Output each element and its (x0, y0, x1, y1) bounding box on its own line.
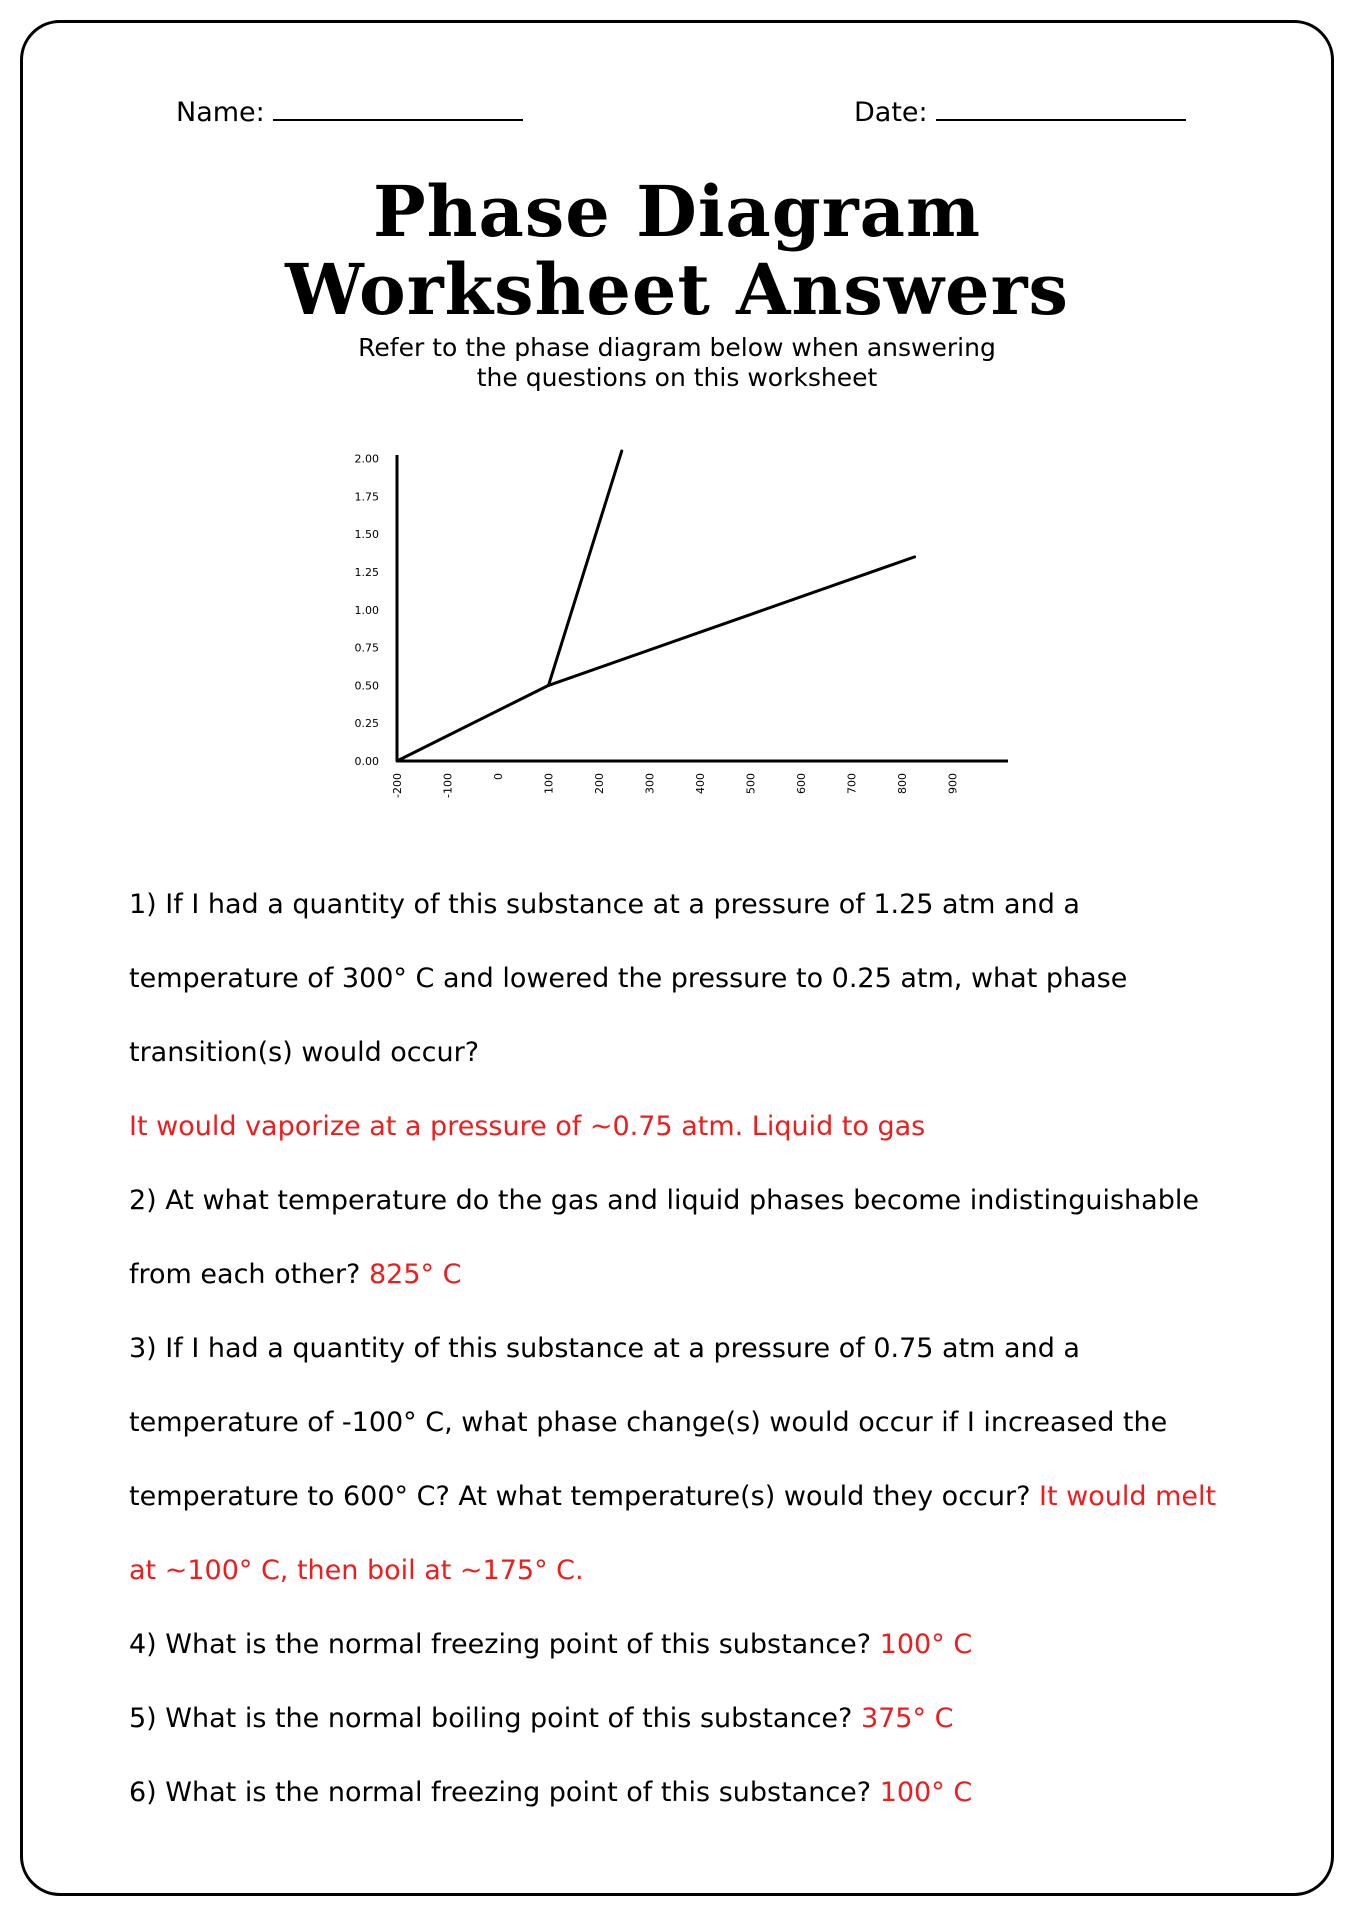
instructions-line-2: the questions on this worksheet (476, 363, 878, 392)
x-tick-label: 800 (896, 773, 909, 794)
x-tick-label: 700 (845, 773, 859, 794)
name-label: Name: (176, 97, 265, 128)
y-tick-label: 0.50 (354, 679, 379, 693)
x-tick-label: -100 (441, 773, 455, 798)
answer-2: 825° C (368, 1259, 462, 1290)
answer-5: 375° C (860, 1703, 954, 1734)
x-tick-label: 300 (643, 773, 657, 794)
question-1-line-2: temperature of 300° C and lowered the pressure to 0.25 atm, what phase (129, 963, 1128, 994)
y-tick-label: 1.25 (354, 566, 379, 579)
x-tick-label: 500 (744, 773, 758, 794)
phase-diagram-chart (323, 441, 1043, 841)
y-tick-label: 1.50 (354, 528, 379, 542)
date-field (854, 93, 1186, 128)
answer-1: It would vaporize at a pressure of ~0.75 atm. Liquid to gas (129, 1111, 926, 1142)
answer-4: 100° C (879, 1629, 973, 1660)
title-line-1: Phase Diagram (372, 170, 982, 253)
answer-3-part-1: It would melt (1039, 1481, 1217, 1512)
question-2-line-1: 2) At what temperature do the gas and liquid phases become indistinguishable (129, 1185, 1199, 1216)
question-1-line-1: 1) If I had a quantity of this substance at a pressure of 1.25 atm and a (129, 889, 1080, 920)
x-tick-label: -200 (391, 773, 404, 798)
phase-boundary-line-2 (549, 451, 622, 685)
question-1-line-3: transition(s) would occur? (129, 1037, 480, 1068)
question-2-line-2: from each other? (129, 1259, 361, 1290)
date-blank-line[interactable] (936, 93, 1186, 121)
question-4 (129, 1608, 1269, 1682)
x-tick-label: 0 (492, 773, 505, 780)
question-4-text: 4) What is the normal freezing point of this substance? (129, 1629, 872, 1660)
question-3 (129, 1312, 1269, 1608)
question-3-line-2: temperature of -100° C, what phase change(s) would occur if I increased the (129, 1407, 1168, 1438)
question-3-line-1: 3) If I had a quantity of this substance at a pressure of 0.75 atm and a (129, 1333, 1080, 1364)
page-title (23, 170, 1331, 331)
x-tick-label: 100 (542, 773, 556, 794)
worksheet-page (20, 20, 1334, 1896)
instructions (23, 333, 1331, 393)
question-2 (129, 1164, 1269, 1312)
name-blank-line[interactable] (273, 93, 523, 121)
y-tick-label: 2.00 (354, 452, 379, 466)
x-tick-label: 400 (694, 773, 707, 794)
y-tick-label: 1.00 (354, 603, 379, 617)
question-1 (129, 868, 1269, 1164)
question-5-text: 5) What is the normal boiling point of this substance? (129, 1703, 853, 1734)
phase-boundary-line-3 (549, 557, 915, 686)
y-tick-label: 0.00 (354, 755, 379, 768)
name-field (176, 93, 523, 128)
question-6-text: 6) What is the normal freezing point of this substance? (129, 1777, 872, 1808)
x-tick-label: 200 (593, 773, 606, 794)
y-tick-label: 1.75 (354, 490, 379, 504)
answer-3-part-2: at ~100° C, then boil at ~175° C. (129, 1555, 584, 1586)
y-tick-label: 0.25 (354, 717, 379, 731)
question-5 (129, 1682, 1269, 1756)
x-tick-label: 900 (946, 773, 960, 794)
date-label: Date: (854, 97, 928, 128)
question-3-line-3: temperature to 600° C? At what temperature(s) would they occur? (129, 1481, 1031, 1512)
question-6 (129, 1756, 1269, 1830)
x-tick-label: 600 (795, 773, 808, 794)
answer-6: 100° C (879, 1777, 973, 1808)
instructions-line-1: Refer to the phase diagram below when answering (358, 333, 996, 362)
title-line-2: Worksheet Answers (285, 248, 1069, 331)
phase-boundary-line-1 (397, 685, 549, 761)
y-tick-label: 0.75 (354, 641, 379, 655)
